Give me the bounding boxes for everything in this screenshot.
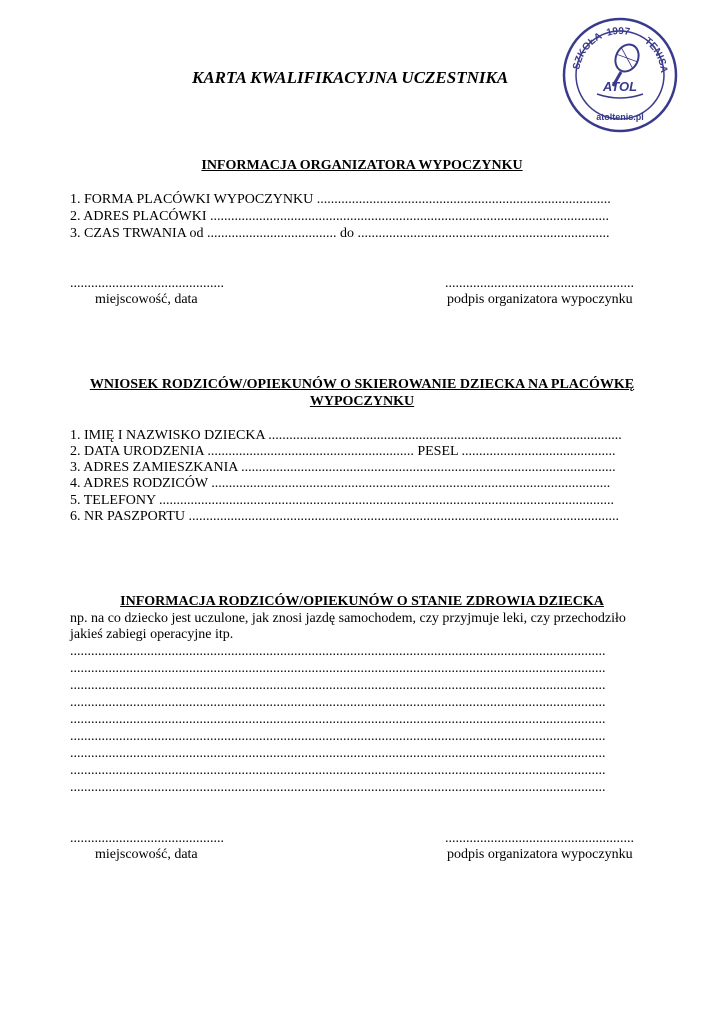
school-logo-icon bbox=[561, 16, 679, 134]
health-dot-line[interactable]: ......................................................................................................................................................... bbox=[70, 746, 606, 761]
signature-left-label: miejscowość, data bbox=[95, 292, 198, 307]
form-line-home-address[interactable]: 3. ADRES ZAMIESZKANIA ........................................................................................................... bbox=[70, 460, 616, 475]
health-dot-line[interactable]: ......................................................................................................................................................... bbox=[70, 780, 606, 795]
section2-heading-line1: WNIOSEK RODZICÓW/OPIEKUNÓW O SKIEROWANIE DZIECKA NA PLACÓWKĘ bbox=[89, 377, 635, 392]
health-dot-line[interactable]: ......................................................................................................................................................... bbox=[70, 644, 606, 659]
logo-top-left-text: SZKOŁA bbox=[571, 30, 605, 71]
signature-right-label: podpis organizatora wypoczynku bbox=[447, 847, 633, 862]
form-line-facility-type[interactable]: 1. FORMA PLACÓWKI WYPOCZYNKU .................................................................................... bbox=[70, 192, 611, 207]
signature-left-label: miejscowość, data bbox=[95, 847, 198, 862]
signature-right-dots[interactable]: ...................................................... bbox=[445, 831, 634, 846]
signature-left-dots[interactable]: ............................................ bbox=[70, 276, 224, 291]
section2-heading-line2: WYPOCZYNKU bbox=[309, 394, 415, 409]
page-title: KARTA KWALIFIKACYJNA UCZESTNIKA bbox=[192, 68, 509, 87]
form-line-child-name[interactable]: 1. IMIĘ I NAZWISKO DZIECKA ..................................................................................................... bbox=[70, 428, 622, 443]
logo-top-right-text: TENISA bbox=[642, 35, 670, 74]
section1-heading: INFORMACJA ORGANIZATORA WYPOCZYNKU bbox=[201, 158, 523, 173]
signature-right-dots[interactable]: ...................................................... bbox=[445, 276, 634, 291]
form-line-phones[interactable]: 5. TELEFONY .................................................................................................................................. bbox=[70, 493, 615, 508]
logo-year-text: 1997 bbox=[605, 25, 631, 39]
health-dot-line[interactable]: ......................................................................................................................................................... bbox=[70, 678, 606, 693]
health-note-line1: np. na co dziecko jest uczulone, jak znosi jazdę samochodem, czy przyjmuje leki, czy przechodziło bbox=[70, 611, 626, 626]
logo-bottom-text: atoltenis.pl bbox=[596, 112, 644, 122]
form-line-duration[interactable]: 3. CZAS TRWANIA od ..................................... do ........................................................................ bbox=[70, 226, 610, 241]
form-line-birth-date-pesel[interactable]: 2. DATA URODZENIA ........................................................... PESEL ............................................ bbox=[70, 444, 616, 459]
signature-right-label: podpis organizatora wypoczynku bbox=[447, 292, 633, 307]
health-dot-line[interactable]: ......................................................................................................................................................... bbox=[70, 661, 606, 676]
logo-center-text: ATOL bbox=[602, 79, 638, 94]
form-line-passport[interactable]: 6. NR PASZPORTU ........................................................................................................................... bbox=[70, 509, 619, 524]
form-line-facility-address[interactable]: 2. ADRES PLACÓWKI .................................................................................................................. bbox=[70, 209, 610, 224]
health-note-line2: jakieś zabiegi operacyjne itp. bbox=[70, 627, 234, 642]
health-dot-line[interactable]: ......................................................................................................................................................... bbox=[70, 712, 606, 727]
signature-left-dots[interactable]: ............................................ bbox=[70, 831, 224, 846]
form-line-parents-address[interactable]: 4. ADRES RODZICÓW .................................................................................................................. bbox=[70, 476, 611, 491]
health-dot-line[interactable]: ......................................................................................................................................................... bbox=[70, 763, 606, 778]
health-dot-line[interactable]: ......................................................................................................................................................... bbox=[70, 729, 606, 744]
section3-heading: INFORMACJA RODZICÓW/OPIEKUNÓW O STANIE ZDROWIA DZIECKA bbox=[120, 594, 604, 609]
health-dot-line[interactable]: ......................................................................................................................................................... bbox=[70, 695, 606, 710]
